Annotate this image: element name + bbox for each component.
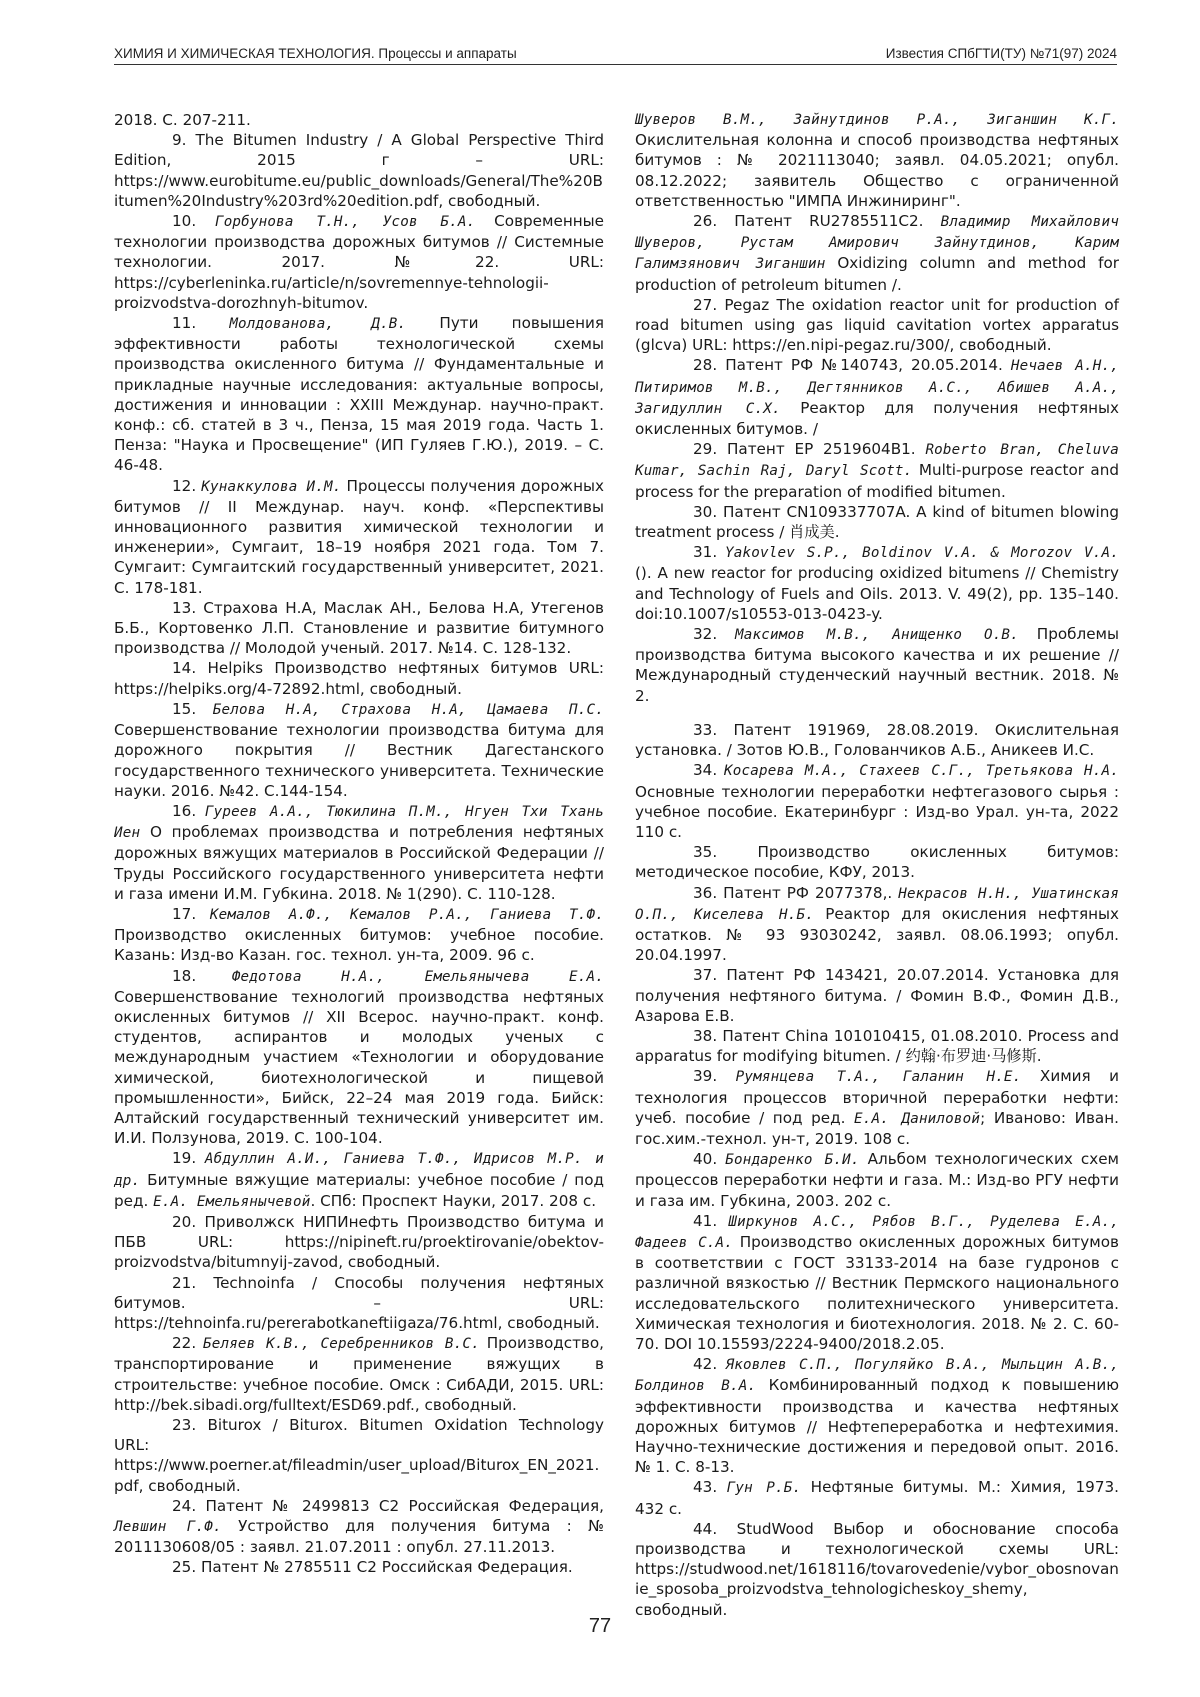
reference-text: 27. Pegaz The oxidation reactor unit for production of road bitumen using gas liquid cavitation vortex apparatus (glcva) URL: https://en.nipi-pegaz.ru/300/, свободный. xyxy=(635,295,1119,355)
reference-authors: Беляев К.В., Серебренников В.С. xyxy=(202,1336,480,1353)
reference-text: Производство окисленных битумов: учебное пособие. Казань: Изд-во Казан. гос. технол. ун-та, 2009. 96 с. xyxy=(114,926,604,965)
reference-text: 19. xyxy=(172,1149,205,1168)
reference-text: Совершенствование технологий производства нефтяных окисленных битумов // XII Всерос. научно-практ. конф. студентов, аспирантов и молодых ученых с международным участием «Технологии и оборудование химической, биотехнологической и пищевой промышленности», Бийск, 22–24 мая 2019 года. Бийск: Алтайский государственный технический университет им. И.И. Ползунова, 2019. С. 100-104. xyxy=(114,987,604,1148)
reference-authors: Шуверов В.М., Зайнутдинов Р.А., Зиганшин К.Г. xyxy=(635,112,1119,128)
reference-authors: Бондаренко Б.И. xyxy=(725,1152,860,1169)
reference-text: 32. xyxy=(693,625,736,644)
reference-entry xyxy=(635,1026,1119,1066)
reference-authors: Некрасов Н.Н., Ушатинская О.П., Киселева Н.Б. xyxy=(635,885,1119,923)
reference-text: Окислительная колонна и способ производства нефтяных битумов : № 2021113040; заявл. 04.05.2021; опубл. 08.12.2022; заявитель Общество с ограниченной ответственностью "ИМПА Инжиниринг". xyxy=(635,131,1119,210)
reference-text: 43. xyxy=(693,1478,727,1497)
reference-text: Процессы получения дорожных битумов // II Междунар. науч. конф. «Перспективы инновационного развития химической технологии и инженерии», Сумгаит, 18–19 ноября 2021 года. Том 7. Сумгаит: Сумгаитский государственный университет, 2021. С. 178-181. xyxy=(114,476,604,597)
reference-entry xyxy=(114,313,604,476)
reference-text: Проблемы производства битума высокого качества и их решение // Международный студенческий научный вестник. 2018. № 2. xyxy=(635,625,1120,705)
reference-authors: Е.А. Емельянычевой xyxy=(153,1193,311,1210)
reference-text: 17. xyxy=(172,904,210,923)
reference-authors: Молдованова, Д.В. xyxy=(229,316,407,333)
reference-text: ; Иваново: Иван. гос.хим.-технол. ун-т, 2019. 108 с. xyxy=(635,1108,1119,1148)
reference-text: 16. xyxy=(172,801,205,820)
reference-authors: Roberto Bran, Cheluva Kumar, Sachin Raj, Daryl Scott. xyxy=(635,442,1119,480)
reference-entry xyxy=(114,1557,604,1577)
reference-text: Multi-purpose reactor and process for the preparation of modified bitumen. xyxy=(635,461,1119,501)
reference-text: 26. Патент RU2785511C2. xyxy=(693,212,941,231)
reference-entry xyxy=(635,295,1119,356)
reference-authors: Гуреев А.А., Тюкилина П.М., Нгуен Тхи Тхань Иен xyxy=(114,803,604,842)
reference-text: Производство окисленных дорожных битумов в соответствии с ГОСТ 33133-2014 на базе гудронов с различной вязкостью // Вестник Пермского национального исследовательского политехнического университета. Химическая технология и биотехнология. 2018. № 2. С. 60-70. DOI 10.15593/2224-9400/2018.2.05. xyxy=(635,1232,1119,1353)
reference-authors: Белова Н.А, Страхова Н.А, Цамаева П.С. xyxy=(212,701,605,718)
references-right-column xyxy=(635,109,1119,1620)
reference-entry xyxy=(635,1149,1119,1211)
reference-text: Альбом технологических схем процессов переработки нефти и газа. М.: Изд-во РГУ нефти и газа им. Губкина, 2003. 202 с. xyxy=(635,1150,1120,1210)
reference-text: 31. xyxy=(693,543,725,562)
reference-text: Нефтяные битумы. М.: Химия, 1973. 432 с. xyxy=(635,1478,1119,1518)
reference-entry xyxy=(114,110,604,130)
reference-entry xyxy=(114,598,604,659)
reference-text: 40. xyxy=(693,1150,726,1169)
reference-text: (). A new reactor for producing oxidized bitumens // Chemistry and Technology of Fuels and Oils. 2013. V. 49(2), pp. 135–140. doi:10.1007/s10553-013-0423-y. xyxy=(635,564,1119,623)
reference-entry xyxy=(114,801,604,904)
reference-entry xyxy=(635,109,1119,211)
reference-authors: Владимир Михайлович Шуверов, Рустам Амирович Зайнутдинов, Карим Галимзянович Зиганшин xyxy=(635,214,1120,273)
reference-entry xyxy=(114,1415,604,1496)
reference-text: Производство, транспортирование и применение вяжущих в строительстве: учебное пособие. Омск : СибАДИ, 2015. URL: http://bek.sibadi.org/fulltext/ESD69.pdf., свободный. xyxy=(114,1334,605,1414)
reference-authors: Максимов М.В., Анищенко О.В. xyxy=(735,627,1019,644)
reference-entry xyxy=(635,355,1119,439)
reference-entry xyxy=(114,1333,604,1415)
reference-entry xyxy=(635,439,1119,502)
reference-entry xyxy=(114,211,604,313)
reference-text: Oxidizing column and method for production of petroleum bitumen /. xyxy=(635,254,1119,294)
reference-entry xyxy=(114,966,604,1149)
reference-text: 35. Производство окисленных битумов: методическое пособие, КФУ, 2013. xyxy=(635,843,1119,882)
reference-entry xyxy=(635,1211,1119,1354)
reference-text: О проблемах производства и потребления нефтяных дорожных вяжущих материалов в Российской Федерации // Труды Российского государственного университета нефти и газа имени И.М. Губкина. 2018. № 1(290). С. 110-128. xyxy=(114,823,604,903)
reference-text: Современные технологии производства дорожных битумов // Системные технологии. 2017. №22. URL: https://cyberleninka.ru/article/n/sovremennye-tehnologii-proizvodstva-dorozhnyh-bitumov. xyxy=(114,212,605,312)
reference-entry xyxy=(114,130,604,211)
reference-entry xyxy=(114,1148,604,1212)
reference-text: Битумные вяжущие материалы: учебное пособие / под ред. xyxy=(114,1170,604,1210)
reference-text: 34. xyxy=(693,761,725,780)
reference-entry xyxy=(635,720,1119,760)
reference-text: Химия и технология процессов вторичной переработки нефти: учеб. пособие / под ред. xyxy=(635,1067,1120,1127)
reference-text: 14. Helpiks Производство нефтяных битумов URL: https://helpiks.org/4-72892.html, свободный. xyxy=(114,659,604,698)
reference-authors: Румянцева Т.А., Галанин Н.Е. xyxy=(735,1069,1022,1086)
reference-text: Основные технологии переработки нефтегазового сырья : учебное пособие. Екатеринбург : Изд-во Урал. ун-та, 2022 110 с. xyxy=(635,782,1119,841)
header-divider xyxy=(114,64,1117,65)
reference-text: 22. xyxy=(172,1334,203,1353)
reference-entry xyxy=(635,502,1119,542)
reference-authors: Нечаев А.Н., Питиримов М.В., Дегтянников А.С., Абишев А.А., Загидуллин С.Х. xyxy=(635,358,1120,417)
reference-authors: Горбунова Т.Н., Усов Б.А. xyxy=(214,214,476,231)
reference-text: Пути повышения эффективности работы технологической схемы производства окисленного битума // Фундаментальные и прикладные научные исследования: актуальные вопросы, достижения и инновации : XXIII Междунар. научно-практ. конф.: сб. статей в 3 ч., Пенза, 15 мая 2019 года. Часть 1. Пенза: "Наука и Просвещение" (ИП Гуляев Г.Ю.), 2019. – С. 46-48. xyxy=(114,314,605,475)
reference-authors: Кунаккулова И.М. xyxy=(201,478,342,495)
reference-text: . СПб: Проспект Науки, 2017. 208 с. xyxy=(310,1191,597,1210)
page-number: 77 xyxy=(588,1615,612,1637)
reference-text: 28. Патент РФ №140743, 20.05.2014. xyxy=(693,356,1011,375)
reference-text: 25. Патент № 2785511 C2 Российская Федерация. xyxy=(172,1558,573,1577)
reference-text: 24. Патент № 2499813 C2 Российская Федерация, xyxy=(172,1496,604,1515)
reference-entry xyxy=(114,1273,604,1334)
reference-entry xyxy=(635,1519,1119,1620)
reference-entry xyxy=(635,760,1119,842)
running-header xyxy=(114,46,1117,66)
reference-text: 41. xyxy=(693,1211,729,1230)
reference-text: 39. xyxy=(693,1067,736,1086)
reference-authors: Косарева М.А., Стахеев С.Г., Третьякова Н.А. xyxy=(724,763,1119,780)
reference-entry xyxy=(635,624,1119,706)
reference-authors: Абдуллин А.И., Ганиева Т.Ф., Идрисов М.Р. и др. xyxy=(114,1151,604,1189)
reference-text: 11. xyxy=(172,314,230,333)
reference-text: 2018. С. 207-211. xyxy=(114,111,251,129)
reference-text: 38. Патент China 101010415, 01.08.2010. Process and apparatus for modifying bitumen. / 约翰·布罗迪·马修斯. xyxy=(635,1026,1119,1066)
reference-text: Реактор для окисления нефтяных остатков. № 93 93030242, заявл. 08.06.1993; опубл. 20.04.1997. xyxy=(635,904,1119,965)
reference-text: Реактор для получения нефтяных окисленных битумов. / xyxy=(635,398,1119,439)
reference-text: 13. Страхова Н.А, Маслак АН., Белова Н.А, Утегенов Б.Б., Кортовенко Л.П. Становление и развитие битумного производства // Молодой ученый. 2017. №14. С. 128-132. xyxy=(114,598,604,658)
reference-entry xyxy=(635,1477,1119,1518)
journal-issue: Известия СПбГТИ(ТУ) №71(97) 2024 xyxy=(885,46,1117,61)
reference-entry xyxy=(635,211,1119,295)
reference-text: 15. xyxy=(172,699,213,718)
reference-text: 42. xyxy=(693,1355,726,1374)
reference-authors: Ширкунов А.С., Рябов В.Г., Руделева Е.А., Фадеев С.А. xyxy=(635,1213,1120,1251)
reference-entry xyxy=(635,542,1119,624)
reference-text: 18. xyxy=(172,966,232,985)
reference-entry xyxy=(635,1354,1119,1477)
reference-text: 37. Патент РФ 143421, 20.07.2014. Установка для получения нефтяного битума. / Фомин В.Ф., Фомин Д.В., Азарова Е.В. xyxy=(635,966,1119,1025)
reference-entry xyxy=(635,965,1119,1026)
reference-entry xyxy=(635,883,1119,966)
reference-authors: Кемалов А.Ф., Кемалов Р.А., Ганиева Т.Ф. xyxy=(209,906,604,923)
reference-entry xyxy=(114,904,604,966)
reference-text: 10. xyxy=(172,212,215,231)
reference-text: 33. Патент 191969, 28.08.2019. Окислительная установка. / Зотов Ю.В., Голованчиков А.Б., Аникеев И.С. xyxy=(635,720,1119,760)
reference-entry xyxy=(114,1496,604,1558)
reference-entry xyxy=(114,1212,604,1273)
reference-entry xyxy=(114,658,604,698)
reference-text: 36. Патент РФ 2077378,. xyxy=(693,883,899,902)
reference-authors: Е.А. Даниловой xyxy=(854,1110,981,1127)
reference-text: 29. Патент EP 2519604B1. xyxy=(693,440,926,459)
reference-entry xyxy=(635,842,1119,882)
reference-authors: Федотова Н.А., Емельянычева Е.А. xyxy=(231,968,605,985)
reference-entry xyxy=(635,1066,1119,1149)
reference-text: 20. Приволжск НИПИнефть Производство битума и ПБВ URL: https://nipineft.ru/proektirovanie/obektov-proizvodstva/bitumnyij-zavod, свободный. xyxy=(114,1212,604,1272)
reference-text: Устройство для получения битума : № 2011130608/05 : заявл. 21.07.2011 : опубл. 27.11.2013. xyxy=(114,1517,604,1557)
reference-authors: Яковлев С.П., Погуляйко В.А., Мыльцин А.В., Болдинов В.А. xyxy=(635,1357,1120,1395)
reference-text: 9. The Bitumen Industry / A Global Perspective Third Edition, 2015 г – URL: https://www.eurobitume.eu/public_downloads/General/The%20Bitumen%20Industry%203rd%20edition.pdf, свободный. xyxy=(114,131,604,210)
reference-authors: Yakovlev S.P., Boldinov V.A. & Morozov V.A. xyxy=(725,545,1119,562)
journal-section-title: ХИМИЯ И ХИМИЧЕСКАЯ ТЕХНОЛОГИЯ. Процессы и аппараты xyxy=(114,46,517,61)
reference-text: Совершенствование технологии производства битума для дорожного покрытия // Вестник Дагестанского государственного технического университета. Технические науки. 2016. №42. С.144-154. xyxy=(114,721,604,800)
reference-text: 21. Technoinfa / Способы получения нефтяных битумов. – URL: https://tehnoinfa.ru/pererabotkaneftiigaza/76.html, свободный. xyxy=(114,1273,604,1332)
reference-authors: Левшин Г.Ф. xyxy=(114,1519,222,1536)
reference-entry xyxy=(114,476,604,598)
reference-text: Комбинированный подход к повышению эффективности производства и качества нефтяных дорожных битумов // Нефтепереработка и нефтехимия. Научно-технические достижения и передовой опыт. 2016. № 1. С. 8-13. xyxy=(635,1376,1119,1477)
reference-text: 30. Патент CN109337707A. A kind of bitumen blowing treatment process / 肖成美. xyxy=(635,502,1119,542)
reference-text: 23. Biturox / Biturox. Bitumen Oxidation Technology URL: https://www.poerner.at/fileadmin/user_upload/Biturox_EN_2021.pdf, свободный. xyxy=(114,1416,604,1495)
reference-authors: Гун Р.Б. xyxy=(726,1480,802,1497)
references-left-column xyxy=(114,110,604,1578)
reference-text: 44. StudWood Выбор и обоснование способа производства и технологической схемы URL: https://studwood.net/1618116/tovarovedenie/vybor_obosnovanie_sposoba_proizvodstva_tehnologicheskoy_shemy, свободный. xyxy=(635,1519,1119,1619)
reference-text: 12. xyxy=(172,476,202,495)
reference-entry xyxy=(114,699,604,801)
